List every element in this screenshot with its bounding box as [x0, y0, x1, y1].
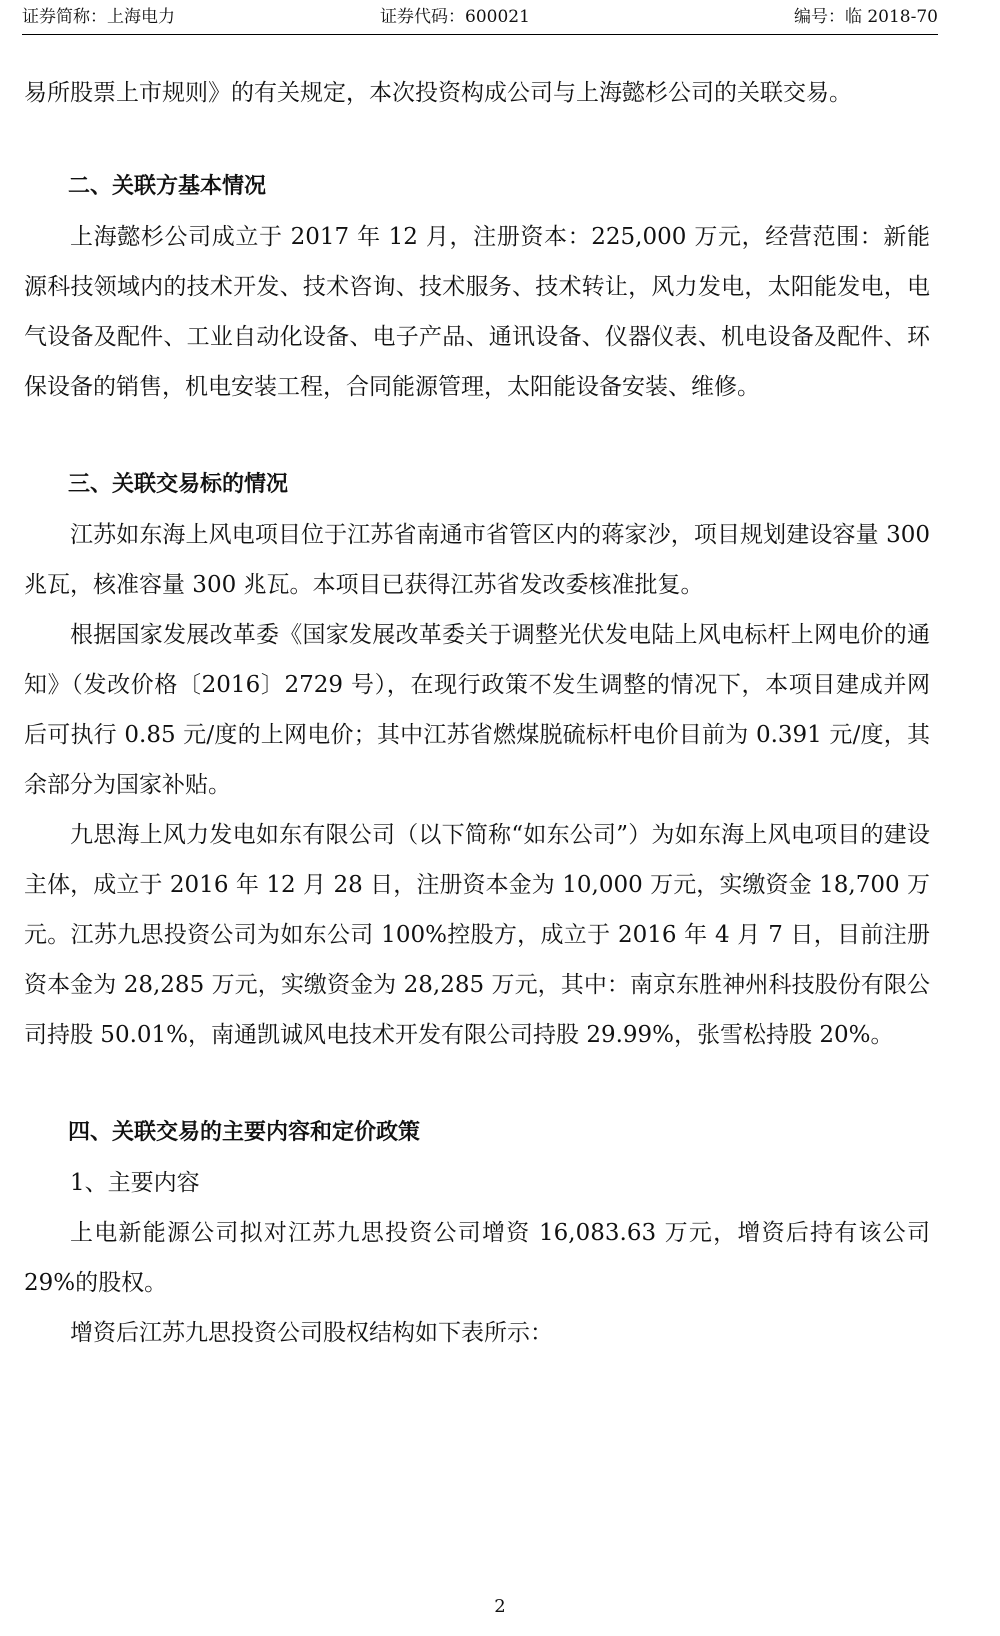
stock-code: 证券代码：600021: [380, 7, 530, 27]
paragraph-company-info: 九思海上风力发电如东有限公司（以下简称“如东公司”）为如东海上风电项目的建设主体，成立于 2016 年 12 月 28 日，注册资本金为 10,000 万元，实缴资金 18,700 万元。江苏九思投资公司为如东公司 100%控股方，成立于 2016 年 4 月 7 日，目前注册资本金为 28,285 万元，实缴资金为 28,285 万元，其中：南京东胜神州科技股份有限公司持股 50.01%，南通凯诚风电技术开发有限公司持股 29.99%，张雪松持股 20%。: [24, 822, 930, 1048]
section-heading-main-content: 四、关联交易的主要内容和定价政策: [68, 1120, 421, 1145]
paragraph-continuation: 易所股票上市规则》的有关规定，本次投资构成公司与上海懿杉公司的关联交易。: [24, 80, 852, 106]
paragraph-related-party-info: 上海懿杉公司成立于 2017 年 12 月，注册资本：225,000 万元，经营范围：新能源科技领域内的技术开发、技术咨询、技术服务、技术转让，风力发电，太阳能发电，电气设备及配件、工业自动化设备、电子产品、通讯设备、仪器仪表、机电设备及配件、环保设备的销售，机电安装工程，合同能源管理，太阳能设备安装、维修。: [24, 224, 930, 400]
section-heading-transaction-target: 三、关联交易标的情况: [68, 472, 289, 497]
section-heading-related-party: 二、关联方基本情况: [68, 174, 267, 199]
stock-name: 证券简称：上海电力: [22, 7, 175, 27]
paragraph-capital-increase: 上电新能源公司拟对江苏九思投资公司增资 16,083.63 万元，增资后持有该公司 29%的股权。: [24, 1220, 930, 1296]
paragraph-tariff-policy: 根据国家发展改革委《国家发展改革委关于调整光伏发电陆上风电标杆上网电价的通知》（发改价格〔2016〕2729 号），在现行政策不发生调整的情况下，本项目建成并网后可执行 0.85 元/度的上网电价；其中江苏省燃煤脱硫标杆电价目前为 0.391 元/度，其余部分为国家补贴。: [24, 622, 930, 798]
subheading-main-content: 1、主要内容: [70, 1170, 200, 1196]
document-body: [24, 68, 930, 1358]
document-number: 编号：临 2018-70: [793, 7, 938, 27]
paragraph-equity-structure-intro: 增资后江苏九思投资公司股权结构如下表所示：: [70, 1320, 553, 1346]
page-header: [22, 0, 938, 35]
page-number: 2: [494, 1596, 506, 1617]
paragraph-project-location: 江苏如东海上风电项目位于江苏省南通市省管区内的蒋家沙，项目规划建设容量 300 兆瓦，核准容量 300 兆瓦。本项目已获得江苏省发改委核准批复。: [24, 522, 930, 598]
